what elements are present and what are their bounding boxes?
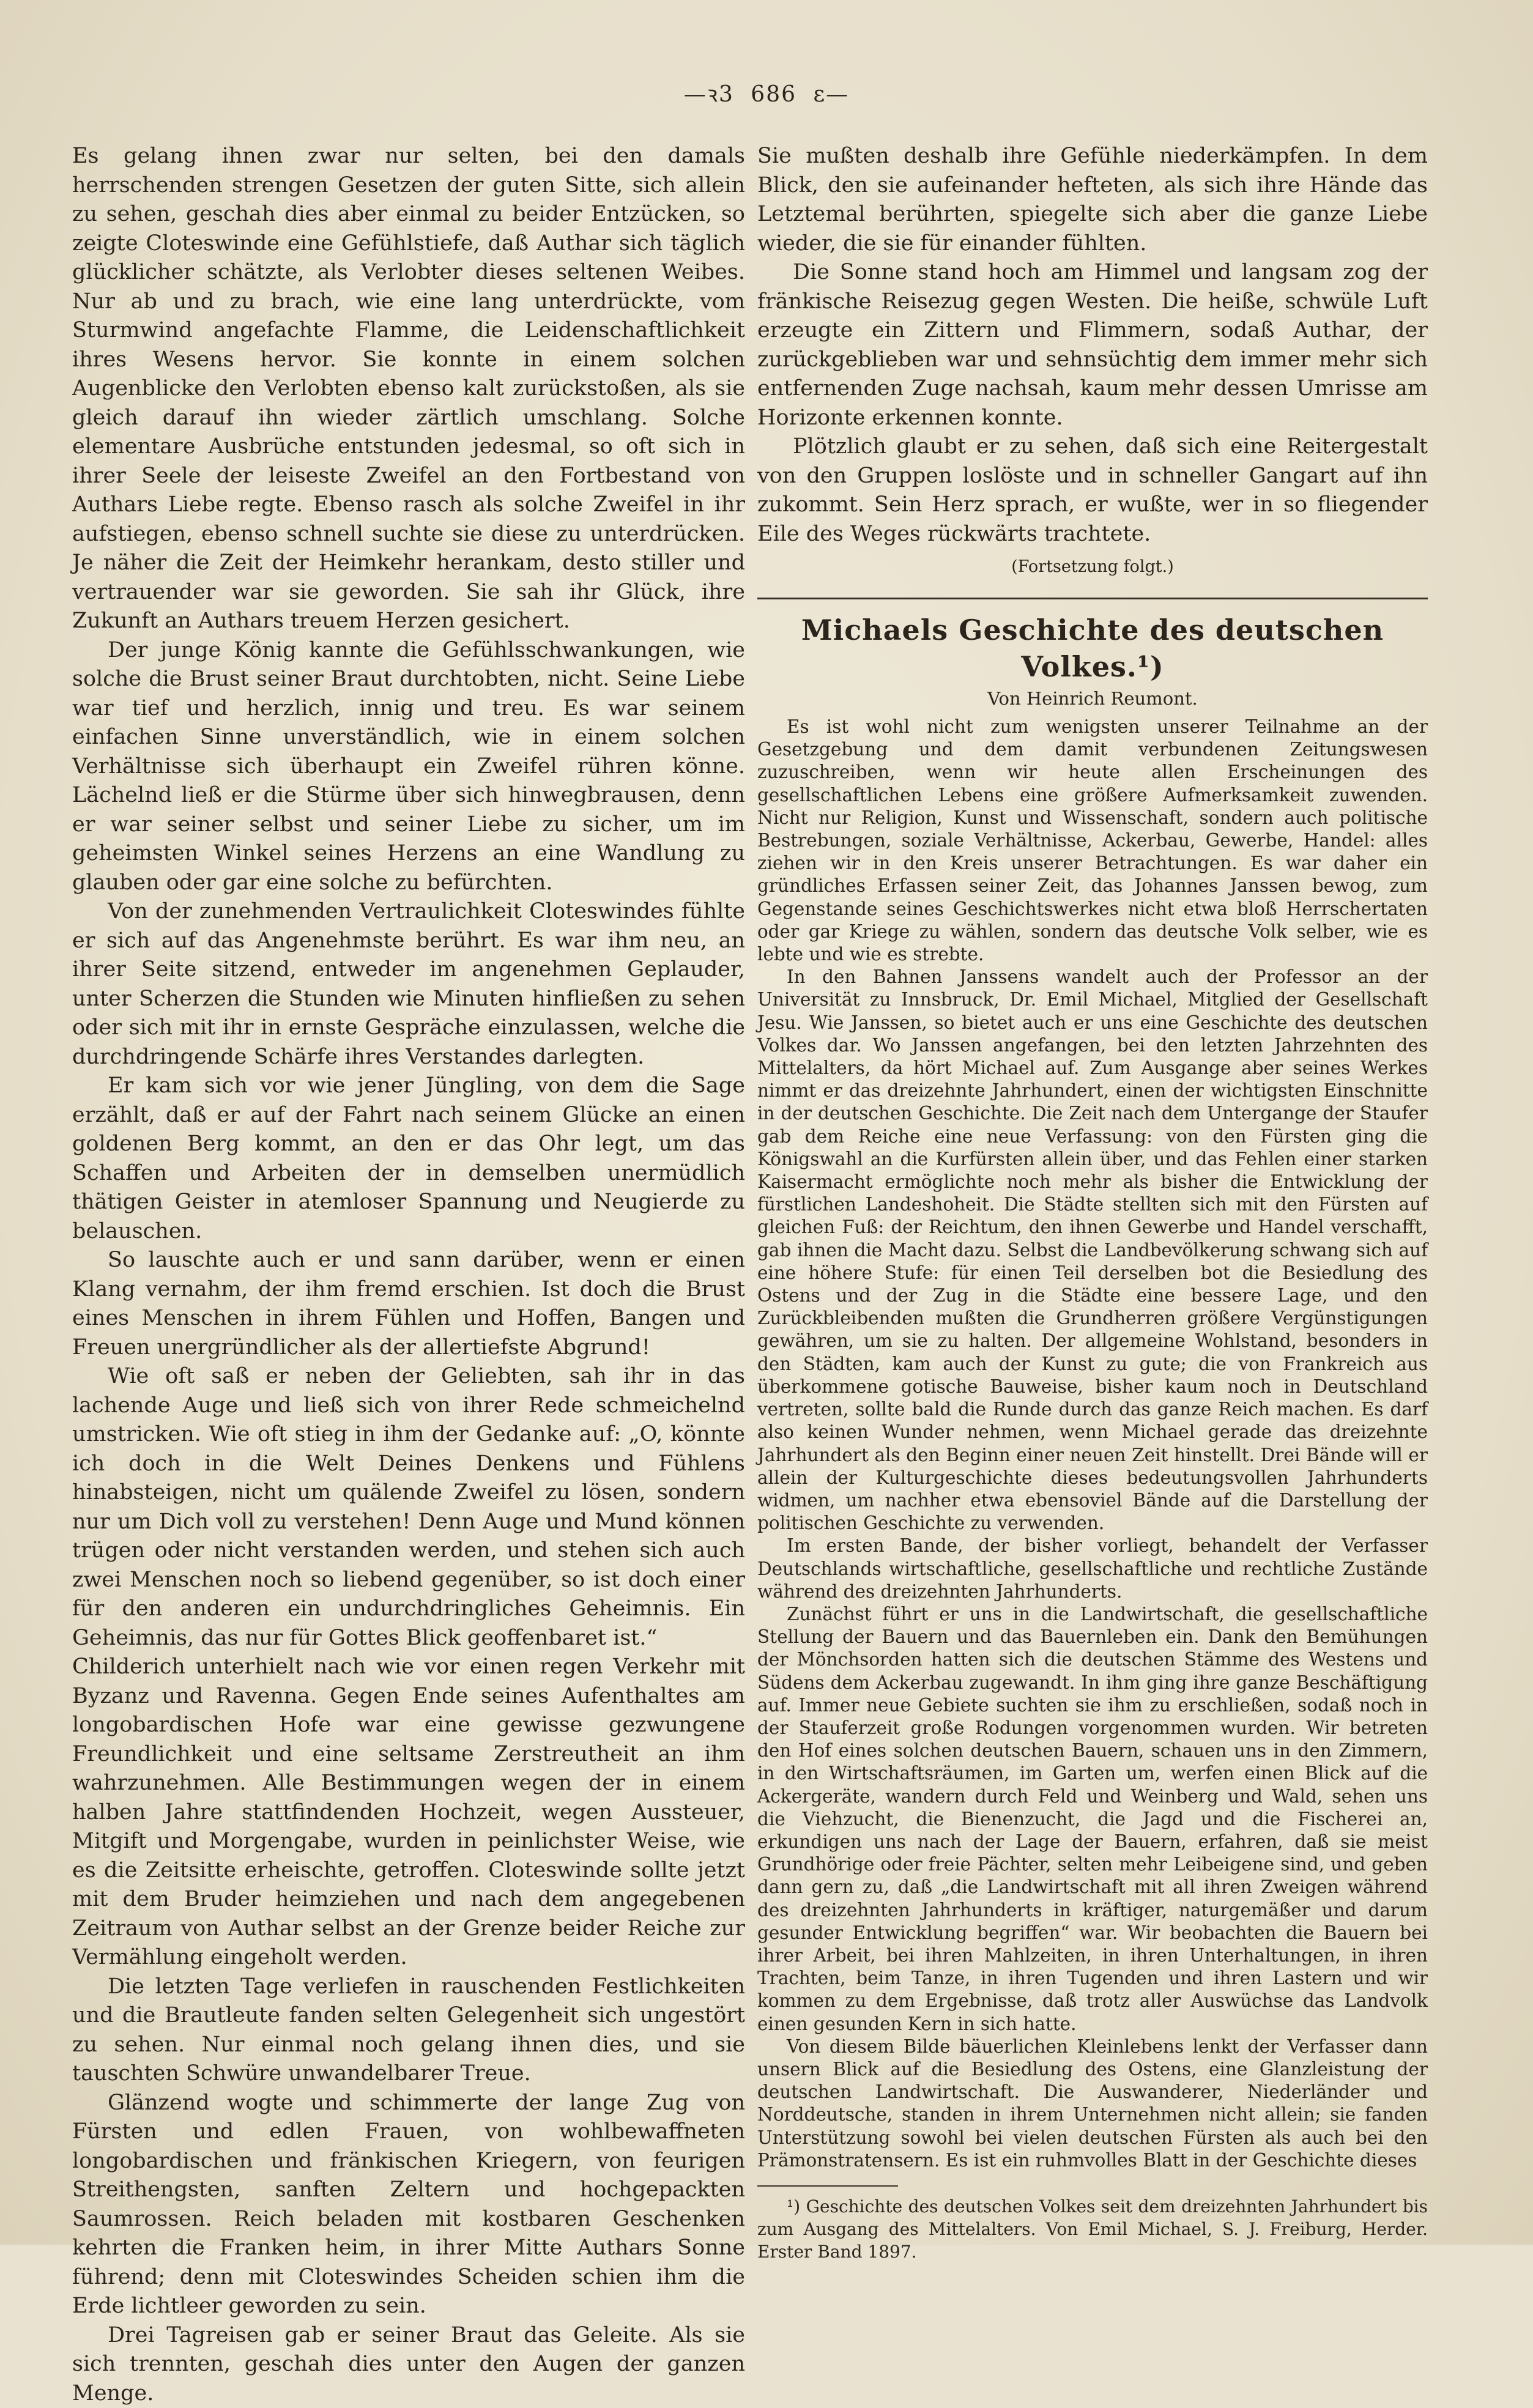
left-paragraph: Wie oft saß er neben der Geliebten, sah ihr in das lachende Auge und ließ sich von ihrer Rede schmeichelnd umstricken. Wie oft stieg in ihm der Gedanke auf: „O, könnte ich doch in die Welt Deines Denkens und Fühlens hinabsteigen, nicht um quälende Zweifel zu lösen, sondern nur um Dich voll zu verstehen! Denn Auge und Mund können trügen oder nicht verstanden werden, und stehen sich auch zwei Menschen noch so liebend gegenüber, so ist doch einer für den anderen ein undurchdringliches Geheimnis. Ein Geheimnis, das nur für Gottes Blick geoffenbaret ist.“ <box>72 1362 745 1653</box>
article-paragraph: In den Bahnen Janssens wandelt auch der Professor an der Universität zu Innsbruck, Dr. Emil Michael, Mitglied der Gesellschaft Jesu. Wie Janssen, so bietet auch er uns eine Geschichte des deutschen Volkes dar. Wo Janssen angefangen, bei den letzten Jahrzehnten des Mittelalters, da hört Michael auf. Zum Ausgange aber seines Werkes nimmt er das dreizehnte Jahrhundert, einen der wichtigsten Einschnitte in der deutschen Geschichte. Die Zeit nach dem Untergange der Staufer gab dem Reiche eine neue Verfassung: von den Fürsten ging die Königswahl an die Kurfürsten allein über, und das Fehlen einer starken Kaisermacht ermöglichte noch mehr als bisher die Entwicklung der fürstlichen Landeshoheit. Die Städte stellten sich mit den Fürsten auf gleichen Fuß: der Reichtum, den ihnen Gewerbe und Handel verschafft, gab ihnen die Macht dazu. Selbst die Landbevölkerung schwang sich auf eine höhere Stufe: für einen Teil derselben bot die Besiedlung des Ostens und der Zug in die Städte eine bessere Lage, und den Zurückbleibenden mußten die Grundherren größere Vergünstigungen gewähren, um sie zu halten. Der allgemeine Wohlstand, besonders in den Städten, kam auch der Kunst zu gute; die von Frankreich aus überkommene gotische Bauweise, bisher kaum noch in Deutschland vertreten, sollte bald die Runde durch das ganze Reich machen. Es darf also keinen Wunder nehmen, wenn Michael gerade das dreizehnte Jahrhundert als den Beginn einer neuen Zeit hinstellt. Drei Bände will er allein der Kulturgeschichte dieses bedeutungsvollen Jahrhunderts widmen, um nachher etwa ebensoviel Bände auf die Darstellung der politischen Geschichte zu verwenden. <box>757 966 1428 1535</box>
left-paragraph: Der junge König kannte die Gefühlsschwankungen, wie solche die Brust seiner Braut durchtobten, nicht. Seine Liebe war tief und herzlich, innig und treu. Es war seinem einfachen Sinne unverständlich, wie in einem solchen Verhältnisse sich überhaupt ein Zweifel rühren könne. Lächelnd ließ er die Stürme über sich hinwegbrausen, denn er war seiner selbst und seiner Liebe zu sicher, um im geheimsten Winkel seines Herzens an eine Wandlung zu glauben oder gar eine solche zu befürchten. <box>72 636 745 898</box>
left-paragraph: Drei Tagreisen gab er seiner Braut das Geleite. Als sie sich trennten, geschah dies unter den Augen der ganzen Menge. <box>72 2321 745 2408</box>
right-paragraph: Plötzlich glaubt er zu sehen, daß sich eine Reitergestalt von den Gruppen loslöste und in schneller Gangart auf ihn zukommt. Sein Herz sprach, er wußte, wer in so fliegender Eile des Weges rückwärts trachtete. <box>757 432 1428 549</box>
left-paragraph: Die letzten Tage verliefen in rauschenden Festlichkeiten und die Brautleute fanden selten Gelegenheit sich ungestört zu sehen. Nur einmal noch gelang ihnen dies, und sie tauschten Schwüre unwandelbarer Treue. <box>72 1973 745 2089</box>
page-number-value: 686 <box>751 82 796 107</box>
page-number-ornament-left: —ꝛ3 <box>684 82 734 107</box>
right-paragraph: Sie mußten deshalb ihre Gefühle niederkämpfen. In dem Blick, den sie aufeinander hefteten, als sich ihre Hände das Letztemal berührten, spiegelte sich aber die ganze Liebe wieder, die sie für einander fühlten. <box>757 142 1428 258</box>
left-paragraph: So lauschte auch er und sann darüber, wenn er einen Klang vernahm, der ihm fremd erschien. Ist doch die Brust eines Menschen in ihrem Fühlen und Hoffen, Bangen und Freuen unergründlicher als der allertiefste Abgrund! <box>72 1246 745 1362</box>
article-paragraph: Im ersten Bande, der bisher vorliegt, behandelt der Verfasser Deutschlands wirtschaftliche, gesellschaftliche und rechtliche Zustände während des dreizehnten Jahrhunderts. <box>757 1535 1428 1603</box>
article-paragraph: Zunächst führt er uns in die Landwirtschaft, die gesellschaftliche Stellung der Bauern und das Bauernleben ein. Dank den Bemühungen der Mönchsorden hatten sich die deutschen Stämme des Westens und Südens dem Ackerbau zugewandt. In ihm ging ihre ganze Beschäftigung auf. Immer neue Gebiete suchten sie ihm zu erschließen, sodaß noch in der Stauferzeit große Rodungen vorgenommen wurden. Wir betreten den Hof eines solchen deutschen Bauern, schauen uns in den Zimmern, in den Wirtschaftsräumen, im Garten um, werfen einen Blick auf die Ackergeräte, wandern durch Feld und Weinberg und Wald, sehen uns die Viehzucht, die Bienenzucht, die Jagd und die Fischerei an, erkundigen uns nach der Lage der Bauern, erfahren, daß sie meist Grundhörige oder freie Pächter, selten mehr Leibeigene sind, und geben dann gern zu, daß „die Landwirtschaft mit all ihren Zweigen während des dreizehnten Jahrhunderts in kräftiger, naturgemäßer und darum gesunder Entwicklung begriffen“ war. Wir beobachten die Bauern bei ihrer Arbeit, bei ihren Mahlzeiten, in ihren Unterhaltungen, in ihren Trachten, beim Tanze, in ihren Tugenden und ihren Lastern und wir kommen zu dem Ergebnisse, daß trotz aller Auswüchse das Landvolk einen gesunden Kern in sich hatte. <box>757 1603 1428 2036</box>
left-paragraph: Glänzend wogte und schimmerte der lange Zug von Fürsten und edlen Frauen, von wohlbewaffneten longobardischen und fränkischen Kriegern, von feurigen Streithengsten, sanften Zeltern und hochgepackten Saumrossen. Reich beladen mit kostbaren Geschenken kehrten die Franken heim, in ihrer Mitte Authars Sonne führend; denn mit Cloteswindes Scheiden schien ihm die Erde lichtleer geworden zu sein. <box>72 2089 745 2321</box>
page-number <box>0 78 1533 108</box>
footnote <box>757 2195 1428 2263</box>
left-paragraph: Es gelang ihnen zwar nur selten, bei den damals herrschenden strengen Gesetzen der guten Sitte, sich allein zu sehen, geschah dies aber einmal zu beider Entzücken, so zeigte Cloteswinde eine Gefühlstiefe, daß Authar sich täglich glücklicher schätzte, als Verlobter dieses seltenen Weibes. Nur ab und zu brach, wie eine lang unterdrückte, vom Sturmwind angefachte Flamme, die Leidenschaftlichkeit ihres Wesens hervor. Sie konnte in einem solchen Augenblicke den Verlobten ebenso kalt zurückstoßen, als sie gleich darauf ihn wieder zärtlich umschlang. Solche elementare Ausbrüche entstunden jedesmal, so oft sich in ihrer Seele der leiseste Zweifel an den Fortbestand von Authars Liebe regte. Ebenso rasch als solche Zweifel in ihr aufstiegen, ebenso schnell suchte sie diese zu unterdrücken. Je näher die Zeit der Heimkehr herankam, desto stiller und vertrauender war sie geworden. Sie sah ihr Glück, ihre Zukunft an Authars treuem Herzen gesichert. <box>72 142 745 636</box>
article-paragraph: Es ist wohl nicht zum wenigsten unserer Teilnahme an der Gesetzgebung und dem damit verbundenen Zeitungswesen zuzuschreiben, wenn wir heute allen Erscheinungen des gesellschaftlichen Lebens eine größere Aufmerksamkeit zuwenden. Nicht nur Religion, Kunst und Wissenschaft, sondern auch politische Bestrebungen, soziale Verhältnisse, Ackerbau, Gewerbe, Handel: alles ziehen wir in den Kreis unserer Betrachtungen. Es war daher ein gründliches Erfassen seiner Zeit, das Johannes Janssen bewog, zum Gegenstande seines Geschichtswerkes nicht etwa bloß Herrschertaten oder gar Kriege zu wählen, sondern das deutsche Volk selber, wie es lebte und wie es strebte. <box>757 716 1428 966</box>
article-title: Michaels Geschichte des deutschen Volkes.¹) <box>757 612 1428 685</box>
article-paragraph: Von diesem Bilde bäuerlichen Kleinlebens lenkt der Verfasser dann unsern Blick auf die Besiedlung des Ostens, eine Glanzleistung der deutschen Landwirtschaft. Die Auswanderer, Niederländer und Norddeutsche, standen in ihrem Unternehmen nicht allein; sie fanden Unterstützung sowohl bei vielen deutschen Fürsten als auch bei den Prämonstratensern. Es ist ein ruhmvolles Blatt in der Geschichte dieses <box>757 2036 1428 2172</box>
left-paragraph: Childerich unterhielt nach wie vor einen regen Verkehr mit Byzanz und Ravenna. Gegen Ende seines Aufenthaltes am longobardischen Hofe war eine gewisse gezwungene Freundlichkeit und eine seltsame Zerstreutheit an ihm wahrzunehmen. Alle Bestimmungen wegen der in einem halben Jahre stattfindenden Hochzeit, wegen Aussteuer, Mitgift und Morgengabe, wurden in peinlichster Weise, wie es die Zeitsitte erheischte, getroffen. Cloteswinde sollte jetzt mit dem Bruder heimziehen und nach dem angegebenen Zeitraum von Authar selbst an der Grenze beider Reiche zur Vermählung eingeholt werden. <box>72 1653 745 1973</box>
left-paragraph: Er kam sich vor wie jener Jüngling, von dem die Sage erzählt, daß er auf der Fahrt nach seinem Glücke an einen goldenen Berg kommt, an den er das Ohr legt, um das Schaffen und Arbeiten der in demselben unermüdlich thätigen Geister in atemloser Spannung und Neugierde zu belauschen. <box>72 1072 745 1246</box>
article-body <box>757 716 1428 2172</box>
right-column <box>757 142 1428 2263</box>
page-number-ornament-right: ε— <box>813 82 849 107</box>
left-column <box>72 142 745 2408</box>
footnote-divider <box>757 2185 898 2187</box>
right-paragraph: Die Sonne stand hoch am Himmel und langsam zog der fränkische Reisezug gegen Westen. Die heiße, schwüle Luft erzeugte ein Zittern und Flimmern, sodaß Authar, der zurückgeblieben war und sehnsüchtig dem immer mehr sich entfernenden Zuge nachsah, kaum mehr dessen Umrisse am Horizonte erkennen konnte. <box>757 258 1428 432</box>
left-paragraph: Von der zunehmenden Vertraulichkeit Cloteswindes fühlte er sich auf das Angenehmste berührt. Es war ihm neu, an ihrer Seite sitzend, entweder im angenehmen Geplauder, unter Scherzen die Stunden wie Minuten hinfließen zu sehen oder sich mit ihr in ernste Gespräche einzulassen, welche die durchdringende Schärfe ihres Verstandes darlegten. <box>72 897 745 1072</box>
article-author: Von Heinrich Reumont. <box>757 685 1428 712</box>
section-divider <box>757 598 1428 599</box>
footnote-text: ¹) Geschichte des deutschen Volkes seit dem dreizehnten Jahrhundert bis zum Ausgang des Mittelalters. Von Emil Michael, S. J. Freiburg, Herder. Erster Band 1897. <box>757 2195 1428 2263</box>
continuation-note: (Fortsetzung folgt.) <box>757 555 1428 579</box>
